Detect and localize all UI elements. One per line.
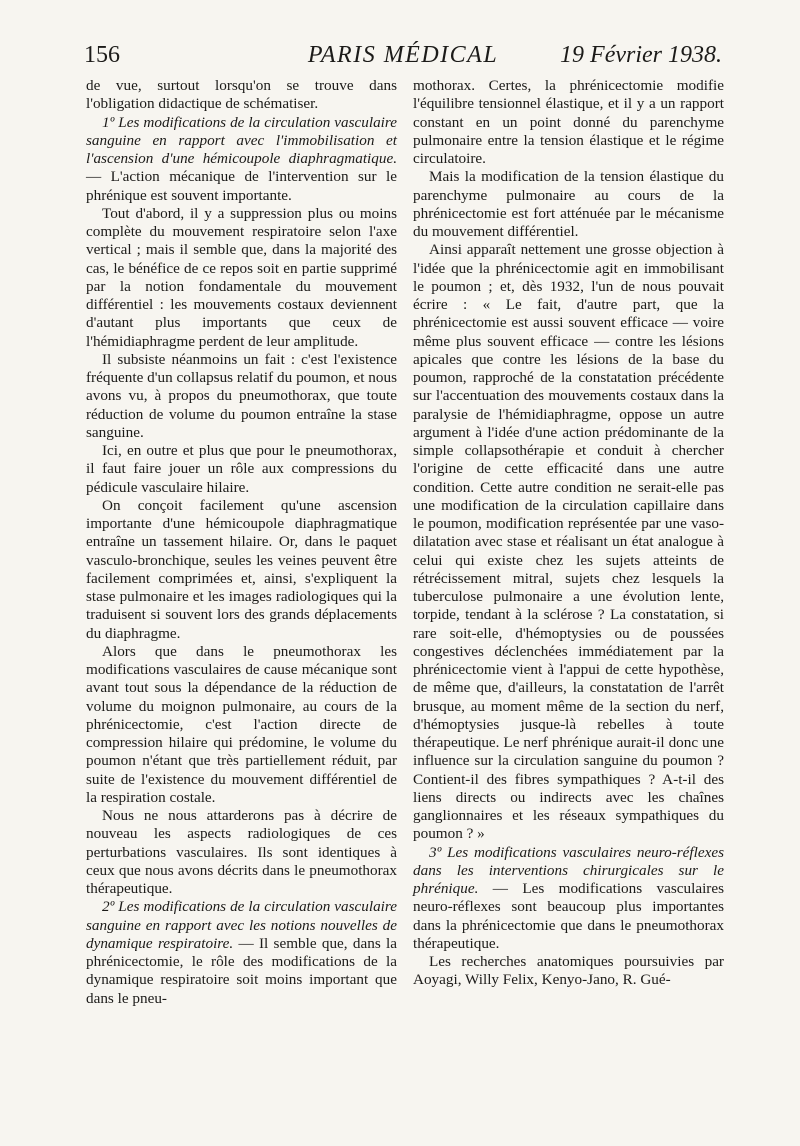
page-number: 156 xyxy=(84,42,120,68)
paragraph: Tout d'abord, il y a suppression plus ou moins complète du mouvement respiratoire selon l'axe vertical ; mais il semble que, dans la majorité des cas, le bénéfice de ce repos soit en partie supprimé par la notion fondamentale du mouvement différentiel : les mouvements costaux deviennent d'autant plus importants que ceux de l'hémidiaphragme perdent de leur amplitude. xyxy=(86,204,397,350)
section-text: — L'action mécanique de l'intervention sur le phrénique est souvent importante. xyxy=(86,168,397,204)
page-header xyxy=(84,38,722,72)
right-column xyxy=(413,77,724,990)
journal-title: PARIS MÉDICAL xyxy=(307,42,499,68)
paragraph: de vue, surtout lorsqu'on se trouve dans l'obligation didactique de schématiser. xyxy=(86,77,397,113)
paragraph: mothorax. Certes, la phrénicectomie modifie l'équilibre tensionnel élastique, et il y a un rapport constant en un point donné du parenchyme pulmonaire entre la tension élastique et le régime circulatoire. xyxy=(413,77,724,167)
issue-date: 19 Février 1938. xyxy=(560,42,722,68)
paragraph: On conçoit facilement qu'une ascension importante d'une hémicoupole diaphragmatique entraîne un tassement hilaire. Or, dans le paquet vasculo-bronchique, seules les veines peuvent être facilement comprimées et, ainsi, s'expliquent la stase pulmonaire et les images radiologiques qui la traduisent si souvent lors des grands déplacements du diaphragme. xyxy=(86,496,397,642)
paragraph: Il subsiste néanmoins un fait : c'est l'existence fréquente d'un collapsus relatif du poumon, et nous avons vu, à propos du pneumothorax, que toute réduction de volume du poumon entraîne la stase sanguine. xyxy=(86,350,397,441)
section-2-paragraph xyxy=(86,898,397,1008)
paragraph: Mais la modification de la tension élastique du parenchyme pulmonaire au cours de la phrénicectomie est fort atténuée par le mécanisme du mouvement différentiel. xyxy=(413,168,724,240)
paragraph: Ici, en outre et plus que pour le pneumothorax, il faut faire jouer un rôle aux compressions du pédicule vasculaire hilaire. xyxy=(86,442,397,496)
section-text: — Il semble que, dans la phrénicectomie, le rôle des modifications de la dynamique respiratoire soit moins important que dans le pneu- xyxy=(86,934,397,1007)
paragraph: Alors que dans le pneumothorax les modifications vasculaires de cause mécanique sont avant tout sous la dépendance de la réduction de volume du moignon pulmonaire, au cours de la phrénicectomie, c'est l'action directe de compression hilaire qui prédomine, le volume du poumon n'étant que très partiellement réduit, par suite de l'existence du mouvement différentiel de la respiration costale. xyxy=(86,642,397,806)
left-column xyxy=(86,77,397,1008)
section-heading: 1º Les modifications de la circulation vasculaire sanguine en rapport avec l'immobilisation et l'ascension d'une hémicoupole diaphragmatique. xyxy=(86,113,397,167)
section-1-paragraph xyxy=(86,114,397,205)
quotation-paragraph: Ainsi apparaît nettement une grosse objection à l'idée que la phrénicectomie agit en immobilisant le poumon ; et, dès 1932, l'un de nous pouvait écrire : « Le fait, d'autre part, que la phrénicectomie est aussi souvent efficace — voire même plus souvent efficace — contre les lésions apicales que contre les lésions de la base du poumon, rapproché de la constatation précédente sur l'accentuation des mouvements costaux dans la paralysie de l'hémidiaphragme, oppose un autre argument à l'idée d'une action prédominante de la simple collapsothérapie et conduit à chercher l'origine de cette efficacité dans une autre condition. Cette autre condition ne serait-elle pas une modification de la circulation capillaire dans le poumon, modification représentée par une vaso-dilatation avec stase et réalisant un état analogue à celui qui existe chez les sujets atteints de rétrécissement mitral, sujets chez lesquels la tuberculose pulmonaire a une évolution lente, torpide, tendant à la sclérose ? La constatation, si rare soit-elle, d'hémoptysies ou de poussées congestives déclenchées immédiatement par la phrénicectomie vient à l'appui de cette hypothèse, de même que, d'ailleurs, la constatation de l'arrêt brusque, au moment même de la section du nerf, d'hémoptysies jusque-là rebelles à toute thérapeutique. Le nerf phrénique aurait-il donc une influence sur la circulation sanguine du poumon ? Contient-il des fibres sympathiques ? A-t-il des liens directs ou indirects avec les chaînes ganglionnaires et les réseaux sympathiques du poumon ? » xyxy=(413,241,724,843)
section-heading: 3º Les modifications vasculaires neuro-réflexes dans les interventions chirurgicales sur le phrénique. xyxy=(413,843,724,897)
section-3-paragraph xyxy=(413,844,724,954)
section-text: — Les modifications vasculaires neuro-réflexes sont beaucoup plus importantes dans la phrénicectomie que dans le pneumothorax thérapeutique. xyxy=(413,880,724,952)
section-heading: 2º Les modifications de la circulation vasculaire sanguine en rapport avec les notions nouvelles de dynamique respiratoire. xyxy=(86,898,397,952)
paragraph: Nous ne nous attarderons pas à décrire de nouveau les aspects radiologiques de ces perturbations vasculaires. Ils sont identiques à ceux que nous avons décrits dans le pneumothorax thérapeutique. xyxy=(86,807,397,897)
paragraph: Les recherches anatomiques poursuivies par Aoyagi, Willy Felix, Kenyo-Jano, R. Gué- xyxy=(413,953,724,989)
